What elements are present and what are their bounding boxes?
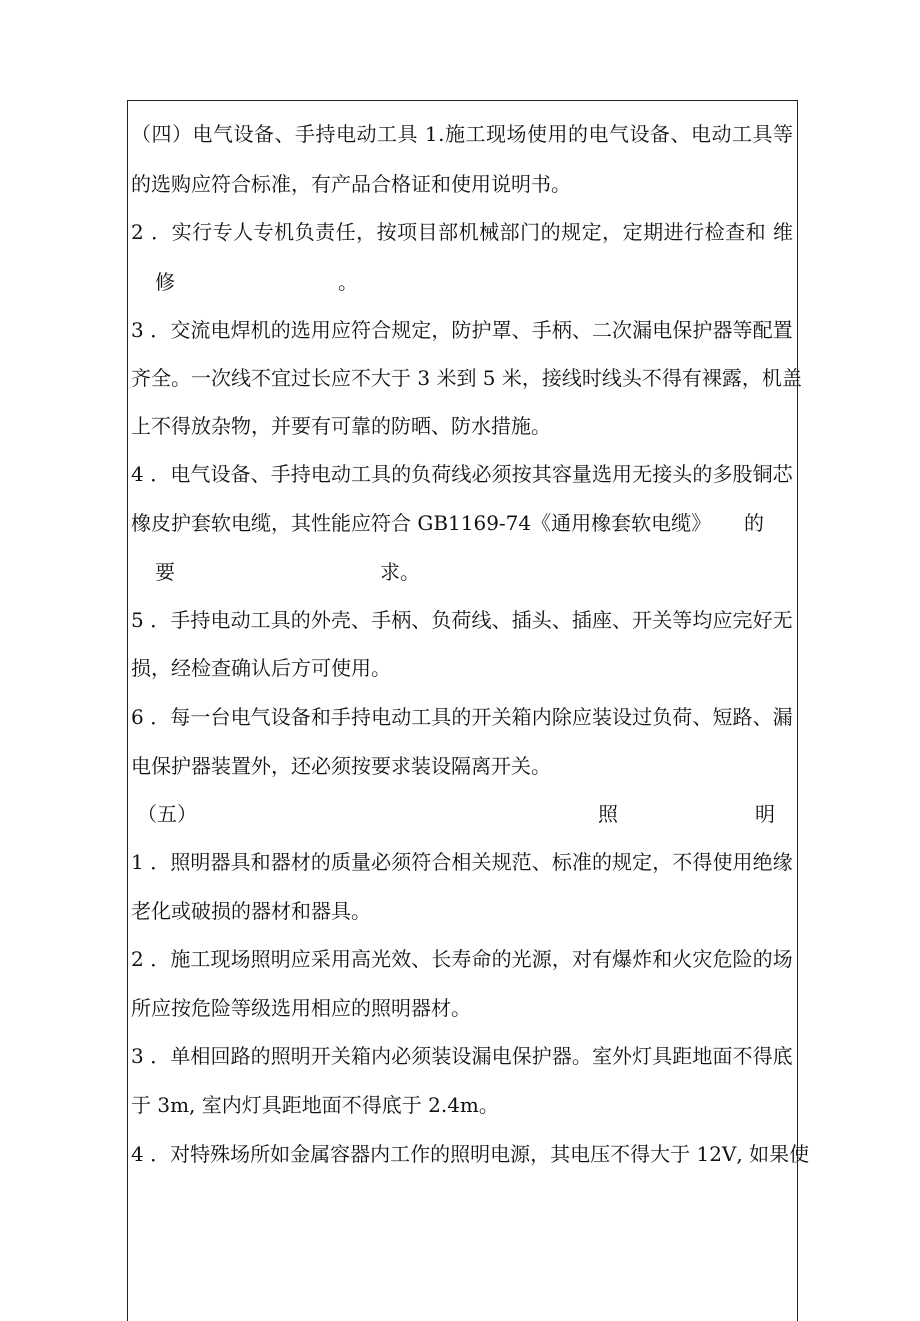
section5-heading-b: 照 xyxy=(598,802,618,826)
item-3-line-1: 3 ． 交 流 电 焊 机 的 选 用 应 符 合 规 定 ， 防 护 罩 、 手 柄 、 二 次 漏 电 保 护 器 等 配 置 xyxy=(131,318,793,342)
section5-heading-a: （五） xyxy=(137,802,197,826)
item-4-line-3a: 要 xyxy=(155,560,175,584)
s5-item-2-line-1: 2 ． 施 工 现 场 照 明 应 采 用 高 光 效 、 长 寿 命 的 光 源 ， 对 有 爆 炸 和 火 灾 危 险 的 场 xyxy=(131,947,793,971)
item-2-line-2a: 修 xyxy=(155,270,175,294)
item-6-line-1: 6 ． 每 一 台 电 气 设 备 和 手 持 电 动 工 具 的 开 关 箱 内 除 应 装 设 过 负 荷 、 短 路 、 漏 xyxy=(131,705,793,729)
s5-item-1-line-2: 老化或破损的器材和器具。 xyxy=(131,899,371,923)
item-4-line-2b: 的 xyxy=(744,511,764,535)
item-6-line-2: 电保护器装置外，还必须按要求装设隔离开关。 xyxy=(131,754,551,778)
item-3-line-3: 上不得放杂物，并要有可靠的防晒、防水措施。 xyxy=(131,414,551,438)
s5-item-4-line-1: 4 ． 对 特 殊 场 所 如 金 属 容 器 内 工 作 的 照 明 电 源 ， 其 电 压 不 得 大 于 1 2 V , 如 果 使 xyxy=(131,1142,810,1166)
item-5-line-2: 损，经检查确认后方可使用。 xyxy=(131,656,391,680)
item-2-line-1: 2 ． 实 行 专 人 专 机 负 责 任 ， 按 项 目 部 机 械 部 门 的 规 定 ， 定 期 进 行 检 查 和 维 xyxy=(131,220,793,244)
item-3-line-2: 齐全。一次线不宜过长应不大于 3 米到 5 米，接线时线头不得有裸露，机盖 xyxy=(131,366,802,390)
section4-line-2: 的选购应符合标准，有产品合格证和使用说明书。 xyxy=(131,172,571,196)
item-5-line-1: 5 ． 手 持 电 动 工 具 的 外 壳 、 手 柄 、 负 荷 线 、 插 头 、 插 座 、 开 关 等 均 应 完 好 无 xyxy=(131,608,793,632)
item-4-line-2a: 橡皮护套软电缆，其性能应符合 GB1169-74《通用橡套软电缆》 xyxy=(131,511,712,535)
s5-item-3-line-1: 3 ． 单 相 回 路 的 照 明 开 关 箱 内 必 须 装 设 漏 电 保 护 器 。 室 外 灯 具 距 地 面 不 得 底 xyxy=(131,1044,793,1068)
s5-item-3-line-2: 于 3m, 室内灯具距地面不得底于 2.4m。 xyxy=(131,1093,499,1117)
s5-item-1-line-1: 1 ． 照 明 器 具 和 器 材 的 质 量 必 须 符 合 相 关 规 范 、 标 准 的 规 定 ， 不 得 使 用 绝 缘 xyxy=(131,850,793,874)
item-4-line-1: 4 ． 电 气 设 备 、 手 持 电 动 工 具 的 负 荷 线 必 须 按 其 容 量 选 用 无 接 头 的 多 股 铜 芯 xyxy=(131,462,793,486)
section4-line-1: （ 四 ） 电 气 设 备 、 手 持 电 动 工 具 1 . 施 工 现 场 使 用 的 电 气 设 备 、 电 动 工 具 等 xyxy=(131,122,793,146)
item-4-line-3b: 求。 xyxy=(380,560,420,584)
s5-item-2-line-2: 所应按危险等级选用相应的照明器材。 xyxy=(131,996,471,1020)
item-2-line-2b: 。 xyxy=(338,270,358,294)
section5-heading-c: 明 xyxy=(755,802,775,826)
